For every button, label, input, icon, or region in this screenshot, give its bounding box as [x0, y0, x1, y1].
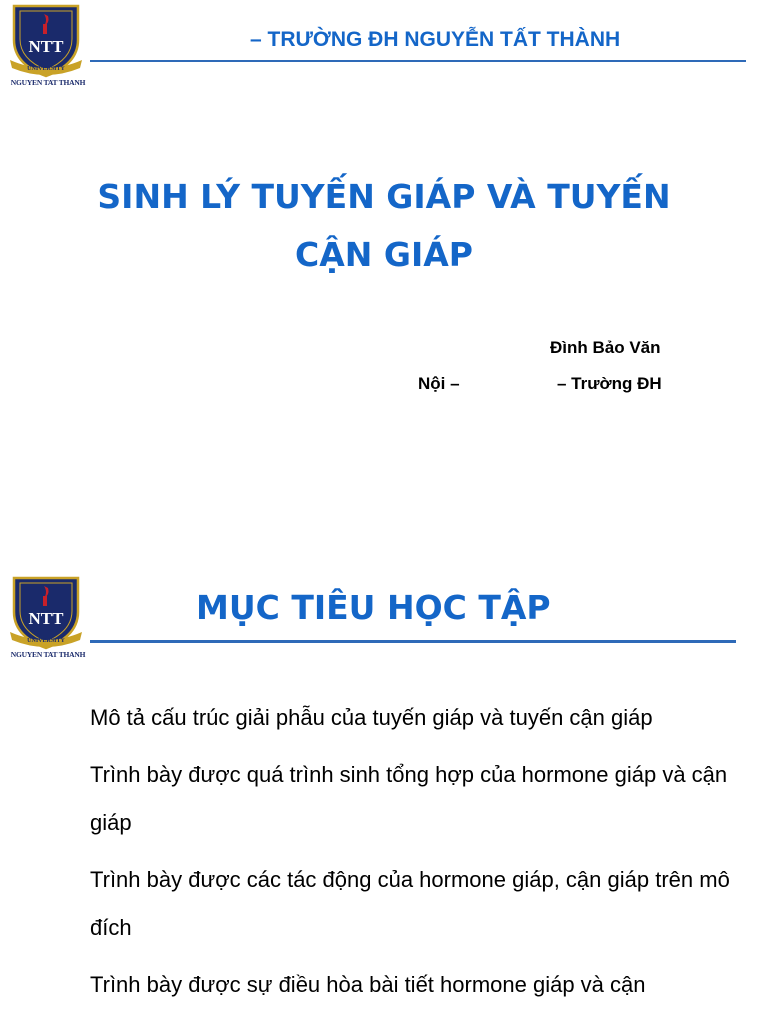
objective-item: Trình bày được quá trình sinh tổng hợp của hormone giáp và cận giáp	[90, 762, 728, 835]
university-logo	[4, 574, 88, 662]
logo-caption: NGUYEN TAT THANH	[10, 650, 86, 659]
objective-item: Trình bày được các tác động của hormone giáp, cận giáp trên mô đích	[90, 867, 730, 940]
header-university-name: – TRƯỜNG ĐH NGUYỄN TẤT THÀNH	[250, 28, 621, 51]
slide-title	[0, 168, 768, 284]
slide-title-line-2: CẬN GIÁP	[295, 235, 473, 274]
objective-item: Trình bày được sự điều hòa bài tiết hormone giáp và cận	[90, 972, 646, 997]
objectives-title: MỤC TIÊU HỌC TẬP	[196, 588, 551, 627]
author-affiliation: – Trường ĐH	[557, 374, 662, 393]
svg-text:UNIVERSITY: UNIVERSITY	[27, 66, 65, 72]
university-logo	[4, 2, 88, 90]
slide-title-line-1: SINH LÝ TUYẾN GIÁP VÀ TUYẾN	[97, 177, 671, 216]
objectives-divider	[90, 640, 736, 643]
header-divider	[90, 60, 746, 62]
crest-icon	[4, 574, 88, 650]
objectives-list	[90, 694, 760, 1018]
author-department: Nội –	[418, 374, 460, 393]
svg-text:NTT: NTT	[28, 609, 64, 628]
logo-caption: NGUYEN TAT THANH	[10, 78, 86, 87]
svg-text:UNIVERSITY: UNIVERSITY	[27, 638, 65, 644]
objectives-slide	[0, 512, 768, 1024]
crest-icon	[4, 2, 88, 78]
objective-item: Mô tả cấu trúc giải phẫu của tuyến giáp và tuyến cận giáp	[90, 705, 653, 730]
svg-text:NTT: NTT	[28, 37, 64, 56]
author-name: Đình Bảo Văn	[550, 338, 661, 357]
